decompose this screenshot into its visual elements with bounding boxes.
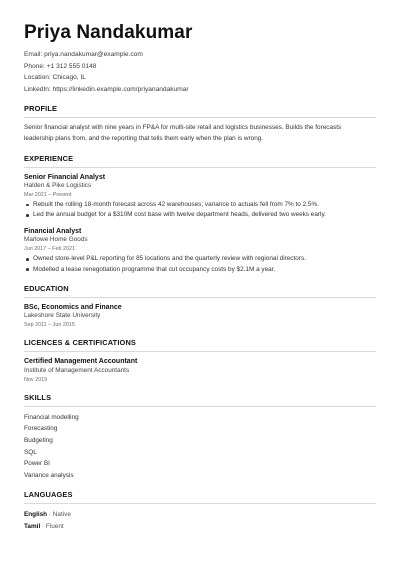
achievement-text: Rebuilt the rolling 18-month forecast across 42 warehouses; variance to actuals fell from 7% to 2.5%. xyxy=(33,200,319,208)
achievement-item xyxy=(24,200,376,210)
certification-entry xyxy=(24,357,376,383)
profile-summary: Senior financial analyst with nine years in FP&A for multi-site retail and logistics businesses. Builds the forecasts leadership plans from, and the reporting that tells them early when the plan is wrong. xyxy=(24,124,342,142)
contact-phone: Phone: +1 312 555 0148 xyxy=(24,62,97,70)
job-title: Financial Analyst xyxy=(24,227,82,235)
achievement-list xyxy=(24,200,376,221)
job-dates: Jun 2017 – Feb 2021 xyxy=(24,245,75,252)
experience-section xyxy=(24,154,376,275)
contact-location: Location: Chicago, IL xyxy=(24,74,86,82)
job-dates: Mar 2021 – Present xyxy=(24,191,72,198)
job-title: Senior Financial Analyst xyxy=(24,173,106,181)
bullet-dot-icon xyxy=(26,268,29,271)
bullet-dot-icon xyxy=(26,204,29,207)
skill-item: Forecasting xyxy=(24,425,58,433)
achievement-item xyxy=(24,210,376,220)
language-item xyxy=(24,509,376,521)
experience-entry xyxy=(24,227,376,275)
section-heading: SKILLS xyxy=(24,393,376,407)
education-dates: Sep 2011 – Jun 2015 xyxy=(24,322,75,329)
employer: Marlowe Home Goods xyxy=(24,236,88,244)
institution: Lakeshore State University xyxy=(24,312,101,320)
section-heading: LICENCES & CERTIFICATIONS xyxy=(24,338,376,352)
education-entry xyxy=(24,303,376,329)
bullet-dot-icon xyxy=(26,214,29,217)
degree-title: BSc, Economics and Finance xyxy=(24,304,122,311)
experience-entry xyxy=(24,173,376,221)
skill-item: SQL xyxy=(24,448,37,456)
achievement-text: Led the annual budget for a $310M cost base with twelve department heads, delivered two weeks early. xyxy=(33,211,326,219)
candidate-name: Priya Nandakumar xyxy=(24,22,193,43)
skill-item: Financial modelling xyxy=(24,413,79,421)
section-heading: EDUCATION xyxy=(24,284,376,298)
certifications-section xyxy=(24,338,376,383)
language-item xyxy=(24,521,376,533)
achievement-text: Owned store-level P&L reporting for 85 locations and the quarterly review with regional directors. xyxy=(33,255,306,263)
skills-section xyxy=(24,393,376,482)
skill-item: Variance analysis xyxy=(24,471,74,479)
education-section xyxy=(24,284,376,329)
contact-block xyxy=(24,49,376,95)
language-name: Tamil xyxy=(24,522,41,530)
achievement-item xyxy=(24,254,376,264)
employer: Halden & Pike Logistics xyxy=(24,181,92,189)
section-heading: LANGUAGES xyxy=(24,490,376,504)
achievement-text: Modelled a lease renegotiation programme that cut occupancy costs by $2.1M a year. xyxy=(33,265,276,273)
contact-email: Email: priya.nandakumar@example.com xyxy=(24,51,143,58)
certification-date: Nov 2019 xyxy=(24,376,48,383)
achievement-list xyxy=(24,254,376,275)
achievement-item xyxy=(24,265,376,275)
skills-list xyxy=(24,407,376,482)
language-name: English xyxy=(24,511,48,519)
skill-item: Budgeting xyxy=(24,437,53,444)
resume-header xyxy=(24,22,376,95)
certification-title: Certified Management Accountant xyxy=(24,358,138,366)
language-level: · Native xyxy=(47,511,71,519)
profile-section xyxy=(24,104,376,144)
contact-linkedin: LinkedIn: https://linkedin.example.com/priyanandakumar xyxy=(24,85,189,93)
bullet-dot-icon xyxy=(26,258,29,261)
certifying-body: Institute of Management Accountants xyxy=(24,366,130,374)
section-heading: EXPERIENCE xyxy=(24,154,376,168)
languages-list xyxy=(24,504,376,532)
section-heading: PROFILE xyxy=(24,104,376,118)
language-level: · Fluent xyxy=(40,522,64,530)
languages-section xyxy=(24,490,376,532)
skill-item: Power BI xyxy=(24,460,50,468)
